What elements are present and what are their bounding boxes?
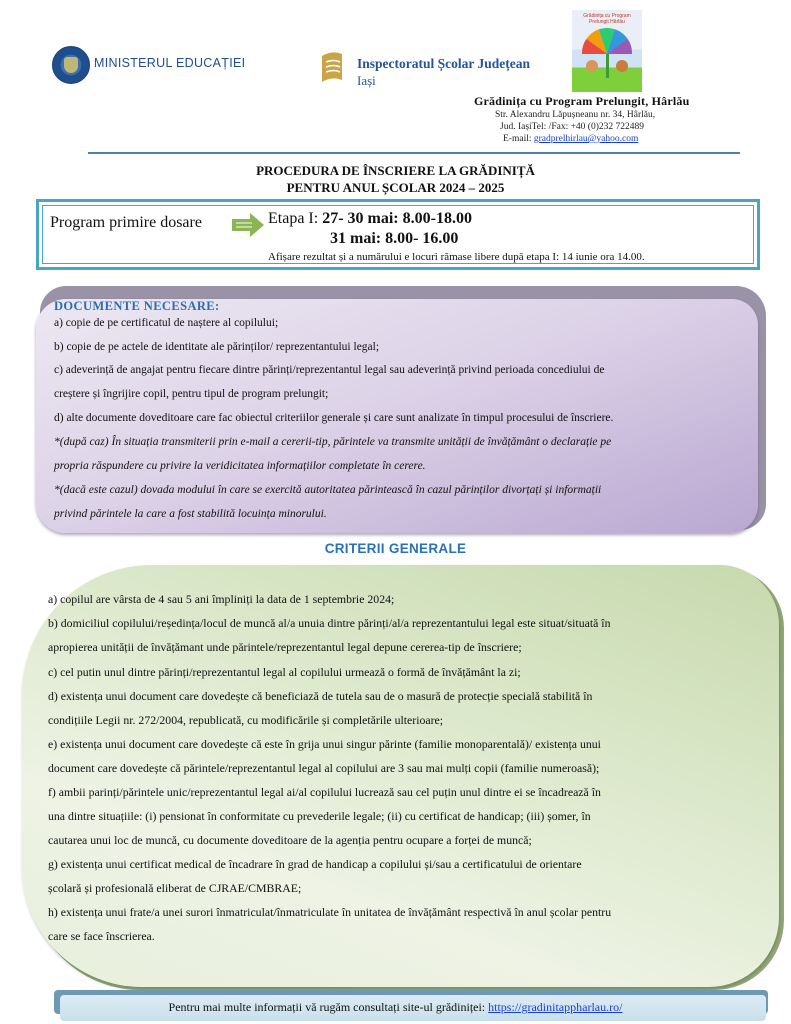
document-item: d) alte documente doveditoare care fac obiectul criteriilor generale și care sunt analizate în timpul procesului de înscriere. — [54, 412, 614, 424]
criteria-item: b) domiciliul copilului/reședința/locul de muncă al/a unuia dintre părinți/al/a reprezentantului legal este situat/situată în — [48, 616, 611, 630]
results-note: Afișare rezultat și a numărului e locuri rămase libere după etapa I: 14 iunie ora 14.00. — [268, 251, 645, 263]
page-title: PROCEDURA DE ÎNSCRIERE LA GRĂDINIȚĂ — [256, 163, 535, 178]
criteria-item: apropierea unității de învățămant unde părintele/reprezentantul legal depune cererea-tip de înscriere; — [48, 640, 522, 654]
document-item: creștere și îngrijire copil, pentru tipul de program prelungit; — [54, 388, 329, 400]
child-icon — [616, 60, 628, 72]
documents-heading: DOCUMENTE NECESARE: — [54, 299, 220, 313]
kindergarten-logo — [572, 10, 642, 92]
criteria-item: d) existența unui document care dovedește că beneficiază de tutela sau de o masură de protecție specială stabilită în — [48, 689, 593, 703]
document-note: *(după caz) În situația transmiterii prin e-mail a cererii-tip, părintele va transmite unității de învățământ o declarație pe — [54, 436, 612, 448]
program-label: Program primire dosare — [50, 214, 202, 231]
footer-info: Pentru mai multe informații vă rugăm consultați site-ul grădiniței: — [168, 1000, 489, 1014]
page-subtitle: PENTRU ANUL ȘCOLAR 2024 – 2025 — [286, 180, 505, 195]
website-link[interactable]: https://gradinitappharlau.ro/ — [488, 1000, 623, 1014]
criteria-item: document care dovedește că părintele/reprezentantul legal al copilului are 3 sau mai mulți copii (familie numeroasă); — [48, 761, 600, 775]
criteria-item: h) existența unui frate/a unei surori înmatriculat/înmatriculate în unitatea de învățământ respectivă în anul școlar pentru — [48, 905, 612, 919]
document-note: privind părintele la care a fost stabilită locuința minorului. — [54, 508, 327, 520]
inspectorate-city: Iași — [357, 73, 376, 88]
criteria-item: care se face înscrierea. — [48, 929, 155, 943]
criteria-item: cautarea unui loc de muncă, cu documente doveditoare de la agenția pentru ocupare a forței de muncă; — [48, 833, 532, 847]
criteria-heading: CRITERII GENERALE — [324, 541, 467, 556]
umbrella-icon — [582, 28, 632, 54]
inspectorate-book-icon — [320, 50, 346, 84]
arrow-right-icon — [232, 213, 264, 237]
email-link[interactable]: gradprelhirlau@yahoo.com — [533, 134, 639, 144]
etapa-dates: 27- 30 mai: 8.00-18.00 — [322, 210, 472, 227]
kindergarten-logo-caption: Grădinița cu Program Prelungit Hârlău — [583, 13, 631, 25]
child-icon — [586, 60, 598, 72]
ministry-name: MINISTERUL EDUCAȚIEI — [94, 56, 246, 70]
criteria-item: școlară și profesională eliberat de CJRAE/CMBRAE; — [48, 881, 302, 895]
criteria-item: c) cel putin unul dintre părinți/reprezentantul legal al copilului urmează o formă de învățământ la zi; — [48, 665, 521, 679]
school-address: Str. Alexandru Lăpușneanu nr. 34, Hârlău, — [495, 110, 656, 120]
criteria-item: a) copilul are vârsta de 4 sau 5 ani împliniți la data de 1 septembrie 2024; — [48, 592, 395, 606]
ministry-emblem-icon — [52, 46, 90, 84]
etapa-prefix: Etapa I: — [268, 210, 323, 227]
umbrella-pole — [606, 54, 609, 78]
etapa-line — [268, 210, 472, 228]
document-item: c) adeverință de angajat pentru fiecare dintre părinți/reprezentantul legal sau adeverință privind perioada concediului de — [54, 364, 605, 376]
document-item: b) copie de pe actele de identitate ale părinților/ reprezentantului legal; — [54, 341, 380, 353]
second-date: 31 mai: 8.00- 16.00 — [330, 230, 459, 247]
school-email-line — [503, 134, 638, 144]
criteria-item: condițiile Legii nr. 272/2004, republicată, cu modificările și completările ulterioare; — [48, 713, 444, 727]
document-note: *(dacă este cazul) dovada modului în care se exercită autoritatea părintească în cazul părinților divorțați și informații — [54, 484, 602, 496]
header-divider — [88, 152, 740, 154]
footer-text — [0, 1000, 791, 1015]
document-note: propria răspundere cu privire la veridicitatea informațiilor completate în cerere. — [54, 460, 426, 472]
criteria-item: e) existența unui document care dovedește că este în grija unui singur părinte (familie monoparentală)/ existența unui — [48, 737, 601, 751]
criteria-item: f) ambii parinți/părintele unic/reprezentantul legal ai/al copilului lucrează sau cel puțin unul dintre ei se încadrează în — [48, 785, 601, 799]
criteria-item: g) existența unui certificat medical de încadrare în grad de handicap a copilului și/sau a certificatului de orientare — [48, 857, 582, 871]
school-name: Grădinița cu Program Prelungit, Hârlău — [474, 94, 690, 108]
document-item: a) copie de pe certificatul de naștere al copilului; — [54, 317, 279, 329]
email-label: E-mail: — [503, 134, 534, 144]
inspectorate-title: Inspectoratul Școlar Județean — [357, 56, 531, 71]
school-phone: Jud. IașiTel: /Fax: +40 (0)232 722489 — [500, 122, 645, 132]
criteria-item: una dintre situațiile: (i) pensionat în conformitate cu prevederile legale; (ii) cu certificat de handicap; (iii) șomer, în — [48, 809, 591, 823]
